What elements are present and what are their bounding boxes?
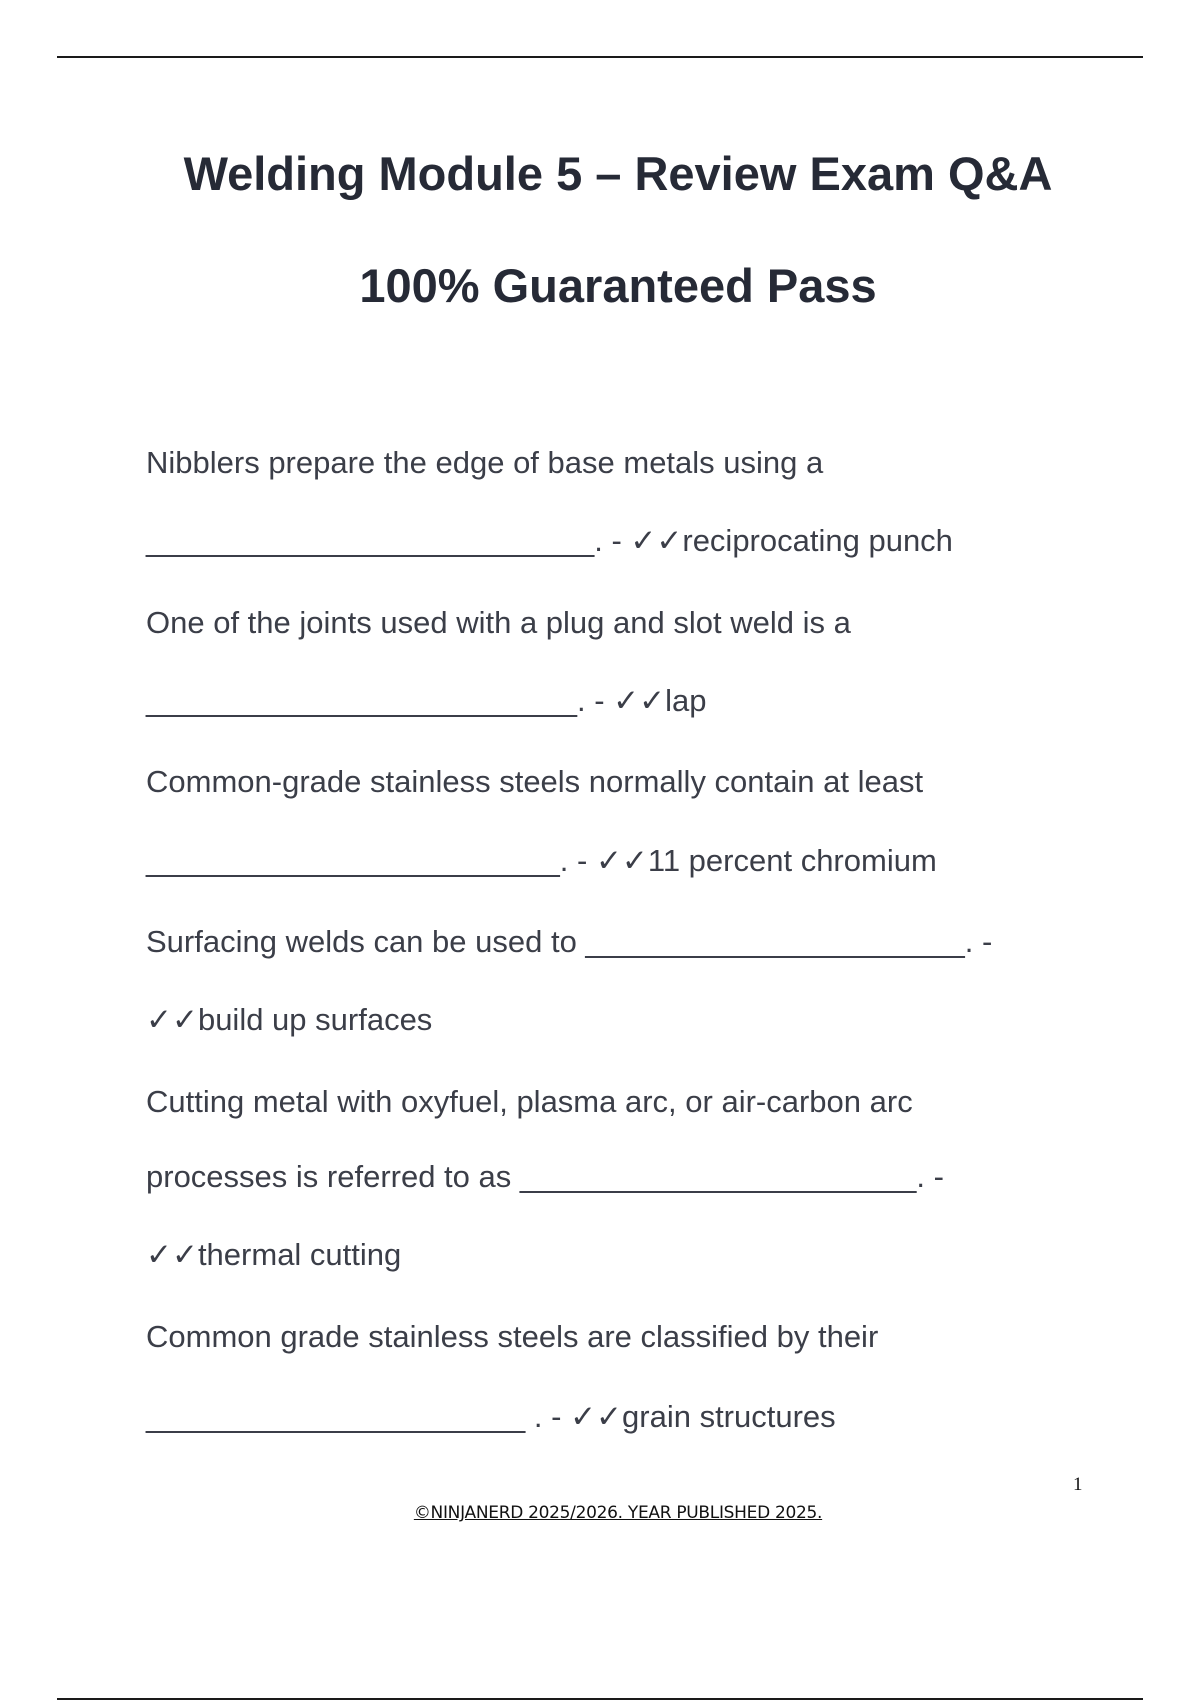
question-5-text-cont: processes is referred to as _______________________. - xyxy=(146,1159,944,1194)
answer-6-text: ______________________ . - ✓✓grain structures xyxy=(146,1399,836,1434)
question-1-text: Nibblers prepare the edge of base metals using a xyxy=(146,445,824,480)
page-subtitle: 100% Guaranteed Pass xyxy=(359,259,877,312)
answer-1-text: __________________________. - ✓✓reciprocating punch xyxy=(146,523,953,558)
copyright-footer: ©NINJANERD 2025/2026. YEAR PUBLISHED 2025. xyxy=(413,1503,823,1523)
answer-3-text: ________________________. - ✓✓11 percent chromium xyxy=(146,843,937,878)
question-3-text: Common-grade stainless steels normally contain at least xyxy=(146,764,924,799)
question-6-text: Common grade stainless steels are classified by their xyxy=(146,1319,879,1354)
answer-5-text: ✓✓thermal cutting xyxy=(146,1237,402,1272)
answer-4-text: ✓✓build up surfaces xyxy=(146,1002,433,1037)
question-2-text: One of the joints used with a plug and slot weld is a xyxy=(146,605,851,640)
question-4-text: Surfacing welds can be used to ______________________. - xyxy=(146,924,993,959)
page-title: Welding Module 5 – Review Exam Q&A xyxy=(183,147,1053,200)
answer-2-text: _________________________. - ✓✓lap xyxy=(146,683,707,718)
page-number: 1 xyxy=(1073,1474,1083,1495)
question-5-text: Cutting metal with oxyfuel, plasma arc, or air-carbon arc xyxy=(146,1084,913,1119)
top-rule xyxy=(57,56,1143,58)
